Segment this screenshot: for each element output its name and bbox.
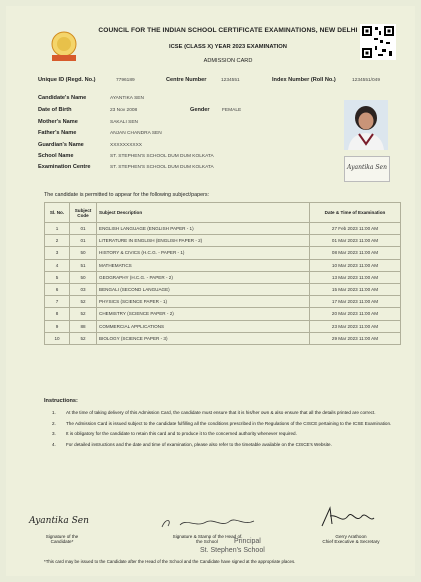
cell-subject-description: CHEMISTRY (SCIENCE PAPER - 2) xyxy=(97,308,310,320)
cell-subject-code: 52 xyxy=(70,308,97,320)
cell-sl-no: 3 xyxy=(45,247,70,259)
cell-subject-code: 51 xyxy=(70,259,97,271)
father-name-value: ANJAN CHANDRA SEN xyxy=(110,131,162,136)
mother-name-value: SAKALI SEN xyxy=(110,120,138,125)
cell-date-time: 27 Feb 2023 11:00 AM xyxy=(310,223,401,235)
col-date-time: Date & Time of Examination xyxy=(310,203,401,223)
col-subject-description: Subject Description xyxy=(97,203,310,223)
cell-subject-description: HISTORY & CIVICS (H.C.G. - PAPER - 1) xyxy=(97,247,310,259)
cell-subject-description: ENGLISH LANGUAGE (ENGLISH PAPER - 1) xyxy=(97,223,310,235)
permit-text: The candidate is permitted to appear for the following subject/papers: xyxy=(44,192,210,198)
cell-date-time: 29 Mar 2023 11:00 AM xyxy=(310,332,401,344)
table-row xyxy=(45,247,401,259)
exam-title: ICSE (CLASS X) YEAR 2023 EXAMINATION xyxy=(168,44,287,50)
cell-subject-description: PHYSICS (SCIENCE PAPER - 1) xyxy=(97,296,310,308)
cell-sl-no: 10 xyxy=(45,332,70,344)
secretary-signature-label: Gerry Arathoon Chief Executive & Secretary xyxy=(322,534,380,544)
unique-id-label: Unique ID (Regd. No.) xyxy=(38,77,96,83)
head-signature-scribble xyxy=(156,512,266,534)
principal-stamp: Principal xyxy=(234,538,261,545)
secretary-signature-scribble xyxy=(318,504,378,530)
cell-subject-code: 01 xyxy=(70,235,97,247)
cell-subject-description: COMMERCIAL APPLICATIONS xyxy=(97,320,310,332)
school-name-value: ST. STEPHEN'S SCHOOL DUM DUM KOLKATA xyxy=(110,154,214,159)
table-row xyxy=(45,320,401,332)
cell-subject-code: 50 xyxy=(70,271,97,283)
instruction-item: 3. It is obligatory for the candidate to retain this card and to produce it to the concerned authority whenever required. xyxy=(52,431,297,437)
centre-number-label: Centre Number xyxy=(166,77,207,83)
table-row xyxy=(45,308,401,320)
cell-subject-code: 50 xyxy=(70,247,97,259)
table-row xyxy=(45,283,401,295)
candidate-name-label: Candidate's Name xyxy=(38,95,87,101)
cell-sl-no: 5 xyxy=(45,271,70,283)
cell-date-time: 08 Mar 2023 11:00 AM xyxy=(310,247,401,259)
cell-subject-code: 52 xyxy=(70,332,97,344)
admission-card xyxy=(6,6,415,576)
mother-name-label: Mother's Name xyxy=(38,119,78,125)
cell-date-time: 15 Mar 2023 11:00 AM xyxy=(310,283,401,295)
gender-label: Gender xyxy=(190,107,210,113)
unique-id-value: 7796189 xyxy=(116,78,135,83)
cisce-logo xyxy=(44,28,84,64)
exam-centre-value: ST. STEPHEN'S SCHOOL DUM DUM KOLKATA xyxy=(110,165,214,170)
instruction-item: 1. At the time of taking delivery of this Admission Card, the candidate must ensure that it is his/her own & also ensure that all the details printed are correct. xyxy=(52,410,376,415)
footnote: *This card may be issued to the Candidate after the Head of the School and the Candidate have signed at the appropriate places. xyxy=(44,559,296,564)
cell-subject-code: 01 xyxy=(70,223,97,235)
instruction-item: 4. For detailed instructions and the date and time of examination, please also refer to the timetable available on the CISCE's Website. xyxy=(52,442,332,448)
cell-sl-no: 4 xyxy=(45,259,70,271)
gender-value: FEMALE xyxy=(222,108,242,113)
head-signature-label: Signature & Stamp of the Head of the School xyxy=(172,534,242,544)
cell-subject-code: 52 xyxy=(70,296,97,308)
father-name-label: Father's Name xyxy=(38,130,77,136)
col-sl-no: Sl. No. xyxy=(45,203,70,223)
cell-subject-description: MATHEMATICS xyxy=(97,259,310,271)
cell-date-time: 01 Mar 2023 11:00 AM xyxy=(310,235,401,247)
cell-date-time: 20 Mar 2023 11:00 AM xyxy=(310,308,401,320)
guardian-name-value: XXXXXXXXXX xyxy=(110,143,142,148)
table-row xyxy=(45,296,401,308)
table-row xyxy=(45,259,401,271)
exam-centre-label: Examination Centre xyxy=(38,164,91,170)
cell-date-time: 23 Mar 2023 11:00 AM xyxy=(310,320,401,332)
guardian-name-label: Guardian's Name xyxy=(38,142,84,148)
cell-subject-code: 03 xyxy=(70,283,97,295)
cell-sl-no: 9 xyxy=(45,320,70,332)
council-title: COUNCIL FOR THE INDIAN SCHOOL CERTIFICATE EXAMINATIONS, NEW DELHI xyxy=(98,27,358,34)
candidate-photo-signature: Ayantika Sen xyxy=(344,156,390,182)
cell-date-time: 17 Mar 2023 11:00 AM xyxy=(310,296,401,308)
table-row xyxy=(45,332,401,344)
cell-subject-description: BIOLOGY (SCIENCE PAPER - 3) xyxy=(97,332,310,344)
table-row xyxy=(45,235,401,247)
cell-sl-no: 6 xyxy=(45,283,70,295)
dob-label: Date of Birth xyxy=(38,107,72,113)
candidate-signature-label: Signature of the Candidate* xyxy=(45,534,79,544)
centre-number-value: 1234551 xyxy=(221,78,240,83)
card-title: ADMISSION CARD xyxy=(203,58,253,64)
candidate-signature: Ayantika Sen xyxy=(29,516,89,526)
cell-date-time: 13 Mar 2023 11:00 AM xyxy=(310,271,401,283)
school-stamp: St. Stephen's School xyxy=(200,547,265,554)
candidate-photo xyxy=(344,100,388,150)
table-row xyxy=(45,223,401,235)
cell-subject-description: GEOGRAPHY (H.C.G. - PAPER - 2) xyxy=(97,271,310,283)
cell-date-time: 10 Mar 2023 11:00 AM xyxy=(310,259,401,271)
cell-sl-no: 1 xyxy=(45,223,70,235)
index-number-value: 1234551/049 xyxy=(352,78,381,83)
cell-sl-no: 8 xyxy=(45,308,70,320)
cell-subject-description: LITERATURE IN ENGLISH (ENGLISH PAPER - 2) xyxy=(97,235,310,247)
table-row xyxy=(45,271,401,283)
table-header-row xyxy=(45,203,401,223)
school-name-label: School Name xyxy=(38,153,74,159)
cell-sl-no: 2 xyxy=(45,235,70,247)
candidate-name-value: AYANTIKA SEN xyxy=(110,96,144,101)
instructions-list xyxy=(52,410,400,453)
cell-subject-description: BENGALI (SECOND LANGUAGE) xyxy=(97,283,310,295)
cell-sl-no: 7 xyxy=(45,296,70,308)
subjects-table xyxy=(44,202,401,345)
index-number-label: Index Number (Roll No.) xyxy=(272,77,336,83)
instructions-title: Instructions: xyxy=(44,398,78,404)
dob-value: 23 Nov 2008 xyxy=(110,108,138,113)
cell-subject-code: 88 xyxy=(70,320,97,332)
col-subject-code: Subject Code xyxy=(70,203,97,223)
instruction-item: 2. The Admission Card is issued subject to the candidate fulfilling all the conditions prescribed in the Regulations of the CISCE pertaining to the ICSE Examination. xyxy=(52,420,392,426)
